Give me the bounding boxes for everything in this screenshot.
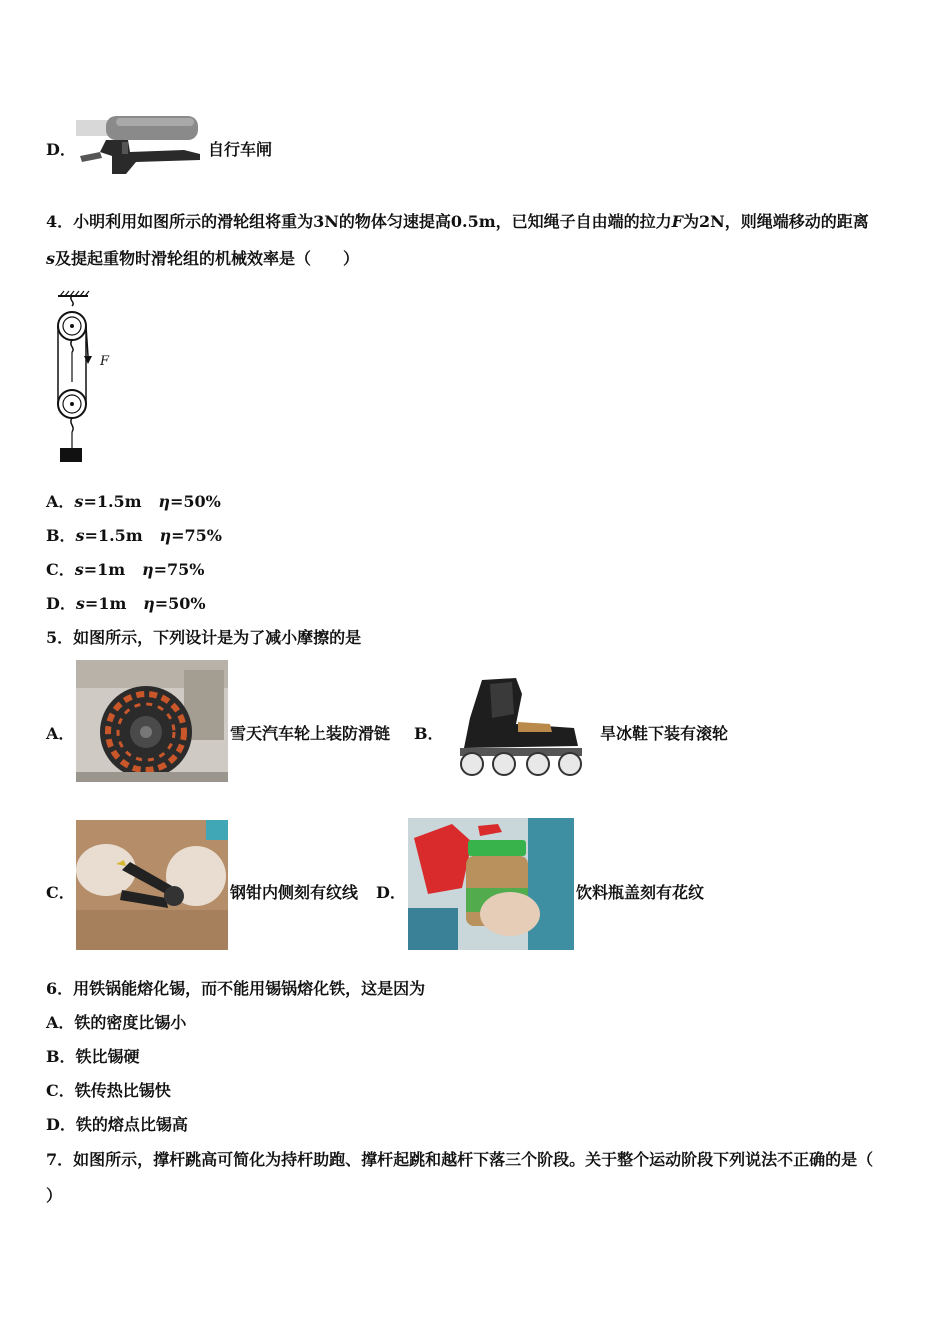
q4-option-d	[46, 594, 206, 614]
q6-option-c	[46, 1081, 171, 1101]
q4-option-c-eta-value: =75%	[153, 560, 205, 579]
q6-option-d-text: 铁的熔点比锡高	[75, 1115, 188, 1134]
q4-option-a-s-value: =1.5m	[83, 492, 142, 511]
q4-stem-text-c: 及提起重物时滑轮组的机械效率是（ ）	[55, 249, 360, 268]
bottle-cap-image	[408, 818, 574, 950]
q6-option-b-label: B．	[46, 1047, 76, 1066]
q5-option-c-label: C．	[46, 883, 75, 902]
snow-chain-tire-image	[76, 660, 228, 782]
q3-option-d-text: 自行车闸	[208, 140, 273, 159]
q5-option-b-text: 旱冰鞋下装有滚轮	[600, 724, 729, 743]
bike-brake-image	[76, 112, 204, 180]
q4-stem-var-f: F	[671, 212, 684, 231]
q4-stem-line2	[46, 249, 359, 269]
q6-option-d	[46, 1115, 188, 1135]
q6-option-b	[46, 1047, 140, 1067]
q4-option-a-s: s	[74, 492, 84, 511]
q5-option-d-text: 饮料瓶盖刻有花纹	[576, 883, 705, 902]
q4-option-d-eta: η	[143, 594, 155, 613]
q6-option-a-label: A．	[46, 1013, 75, 1032]
q4-option-a-eta-value: =50%	[169, 492, 221, 511]
q4-option-d-label: D．	[46, 594, 76, 613]
q4-stem-text-a: 4．小明利用如图所示的滑轮组将重为3N的物体匀速提高0.5m，已知绳子自由端的拉力	[46, 212, 672, 231]
q4-option-a-eta: η	[158, 492, 170, 511]
q4-option-b-label: B．	[46, 526, 76, 545]
q4-option-d-s-value: =1m	[84, 594, 127, 613]
q6-option-a-text: 铁的密度比锡小	[74, 1013, 187, 1032]
q4-option-b-s: s	[75, 526, 85, 545]
q5-option-b-label: B．	[414, 724, 444, 743]
q4-option-c-eta: η	[141, 560, 154, 579]
q7-stem: 7．如图所示，撑杆跳高可简化为持杆助跑、撑杆起跳和越杆下落三个阶段。关于整个运动阶段下列说法不正确的是（	[46, 1150, 874, 1169]
q5-option-a-text: 雪天汽车轮上装防滑链	[230, 724, 391, 743]
q4-option-c	[46, 560, 204, 580]
pulley-diagram	[50, 290, 120, 466]
q5-option-c-text: 钢钳内侧刻有纹线	[230, 883, 359, 902]
q4-option-c-s-value: =1m	[83, 560, 126, 579]
q3-option-d-label: D．	[46, 140, 76, 159]
pulley-force-label: F	[100, 354, 110, 369]
q5-stem: 5．如图所示，下列设计是为了减小摩擦的是	[46, 628, 362, 647]
q6-option-b-text: 铁比锡硬	[75, 1047, 140, 1066]
q6-option-c-label: C．	[46, 1081, 75, 1100]
q4-option-a	[46, 492, 221, 512]
q4-stem-text-b: 为2N，则绳端移动的距离	[683, 212, 869, 231]
q6-option-c-text: 铁传热比锡快	[74, 1081, 171, 1100]
q4-option-b-eta: η	[159, 526, 172, 545]
q4-option-d-eta-value: =50%	[154, 594, 206, 613]
q4-option-d-s: s	[75, 594, 85, 613]
q4-option-b	[46, 526, 222, 546]
q4-stem-var-s: s	[46, 249, 56, 268]
roller-skate-image	[446, 674, 598, 778]
pliers-image	[76, 820, 228, 950]
q6-option-a	[46, 1013, 186, 1033]
q4-option-a-label: A．	[46, 492, 75, 511]
q5-option-d-label: D．	[376, 883, 406, 902]
q6-stem: 6．用铁锅能熔化锡，而不能用锡锅熔化铁，这是因为	[46, 979, 426, 998]
q4-option-b-s-value: =1.5m	[84, 526, 143, 545]
q6-option-d-label: D．	[46, 1115, 76, 1134]
q4-option-c-s: s	[74, 560, 84, 579]
q4-option-c-label: C．	[46, 560, 75, 579]
q5-option-a-label: A．	[46, 724, 75, 743]
q4-stem-line1	[46, 212, 869, 232]
q7-stem-end: ）	[46, 1186, 63, 1205]
q4-option-b-eta-value: =75%	[171, 526, 222, 545]
